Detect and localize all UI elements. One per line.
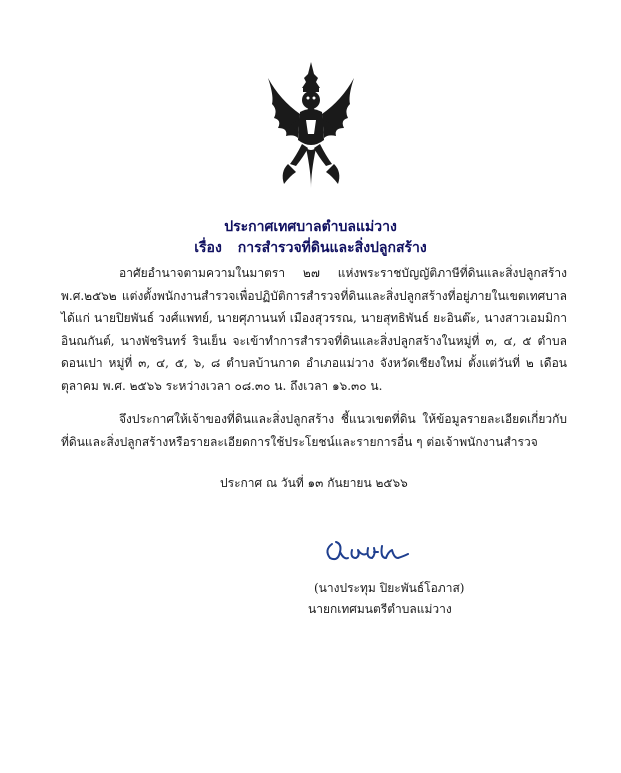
paragraph-1-text: อาศัยอำนาจตามความในมาตรา ๒๗ แห่งพระราชบัญญัติภาษีที่ดินและสิ่งปลูกสร้าง พ.ศ.๒๕๖๒ แต่งตั้งพนักงานสำรวจเพื่อปฏิบัติการสำรวจที่ดินและสิ่งปลูกสร้างที่อยู่ภายในเขตเทศบาล ได้แก่ นายปิยพันธ์ วงศ์แพทย์, นายศุภานนท์ เมืองสุวรรณ, นายสุทธิพันธ์ ยะอินต๊ะ, นางสาวเอมมิกา อินณกันต์, นางพัชรินทร์ รินเย็น จะเข้าทำการสำรวจที่ดินและสิ่งปลูกสร้างในหมู่ที่ ๓, ๔, ๕ ตำบลดอนเปา หมู่ที่ ๓, ๔, ๕, ๖, ๘ ตำบลบ้านกาด อำเภอแม่วาง จังหวัดเชียงใหม่ ตั้งแต่วันที่ ๒ เดือนตุลาคม พ.ศ. ๒๕๖๖ ระหว่างเวลา ๐๘.๓๐ น. ถึงเวลา ๑๖.๓๐ น.: [61, 266, 567, 393]
garuda-emblem-icon: [266, 60, 356, 194]
subject-text: การสำรวจที่ดินและสิ่งปลูกสร้าง: [237, 240, 427, 256]
paragraph-2-text: จึงประกาศให้เจ้าของที่ดินและสิ่งปลูกสร้าง ชี้แนวเขตที่ดิน ให้ข้อมูลรายละเอียดเกี่ยวกับที่ดินและสิ่งปลูกสร้างหรือรายละเอียดการใช้ประโยชน์และรายการอื่น ๆ ต่อเจ้าพนักงานสำรวจ: [61, 412, 567, 449]
handwritten-signature: [322, 530, 412, 570]
signatory-name: (นางประทุม ปิยะพันธ์โอภาส): [314, 581, 465, 595]
body-paragraph-1: [61, 262, 567, 397]
subject-line: [0, 237, 621, 259]
signatory-position: นายกเทศมนตรีตำบลแม่วาง: [308, 602, 452, 616]
subject-label: เรื่อง: [194, 240, 222, 256]
announcement-date: ประกาศ ณ วันที่ ๑๓ กันยายน ๒๕๖๖: [220, 476, 408, 490]
body-paragraph-2: [61, 408, 567, 453]
announcement-title: ประกาศเทศบาลตำบลแม่วาง: [224, 219, 397, 235]
